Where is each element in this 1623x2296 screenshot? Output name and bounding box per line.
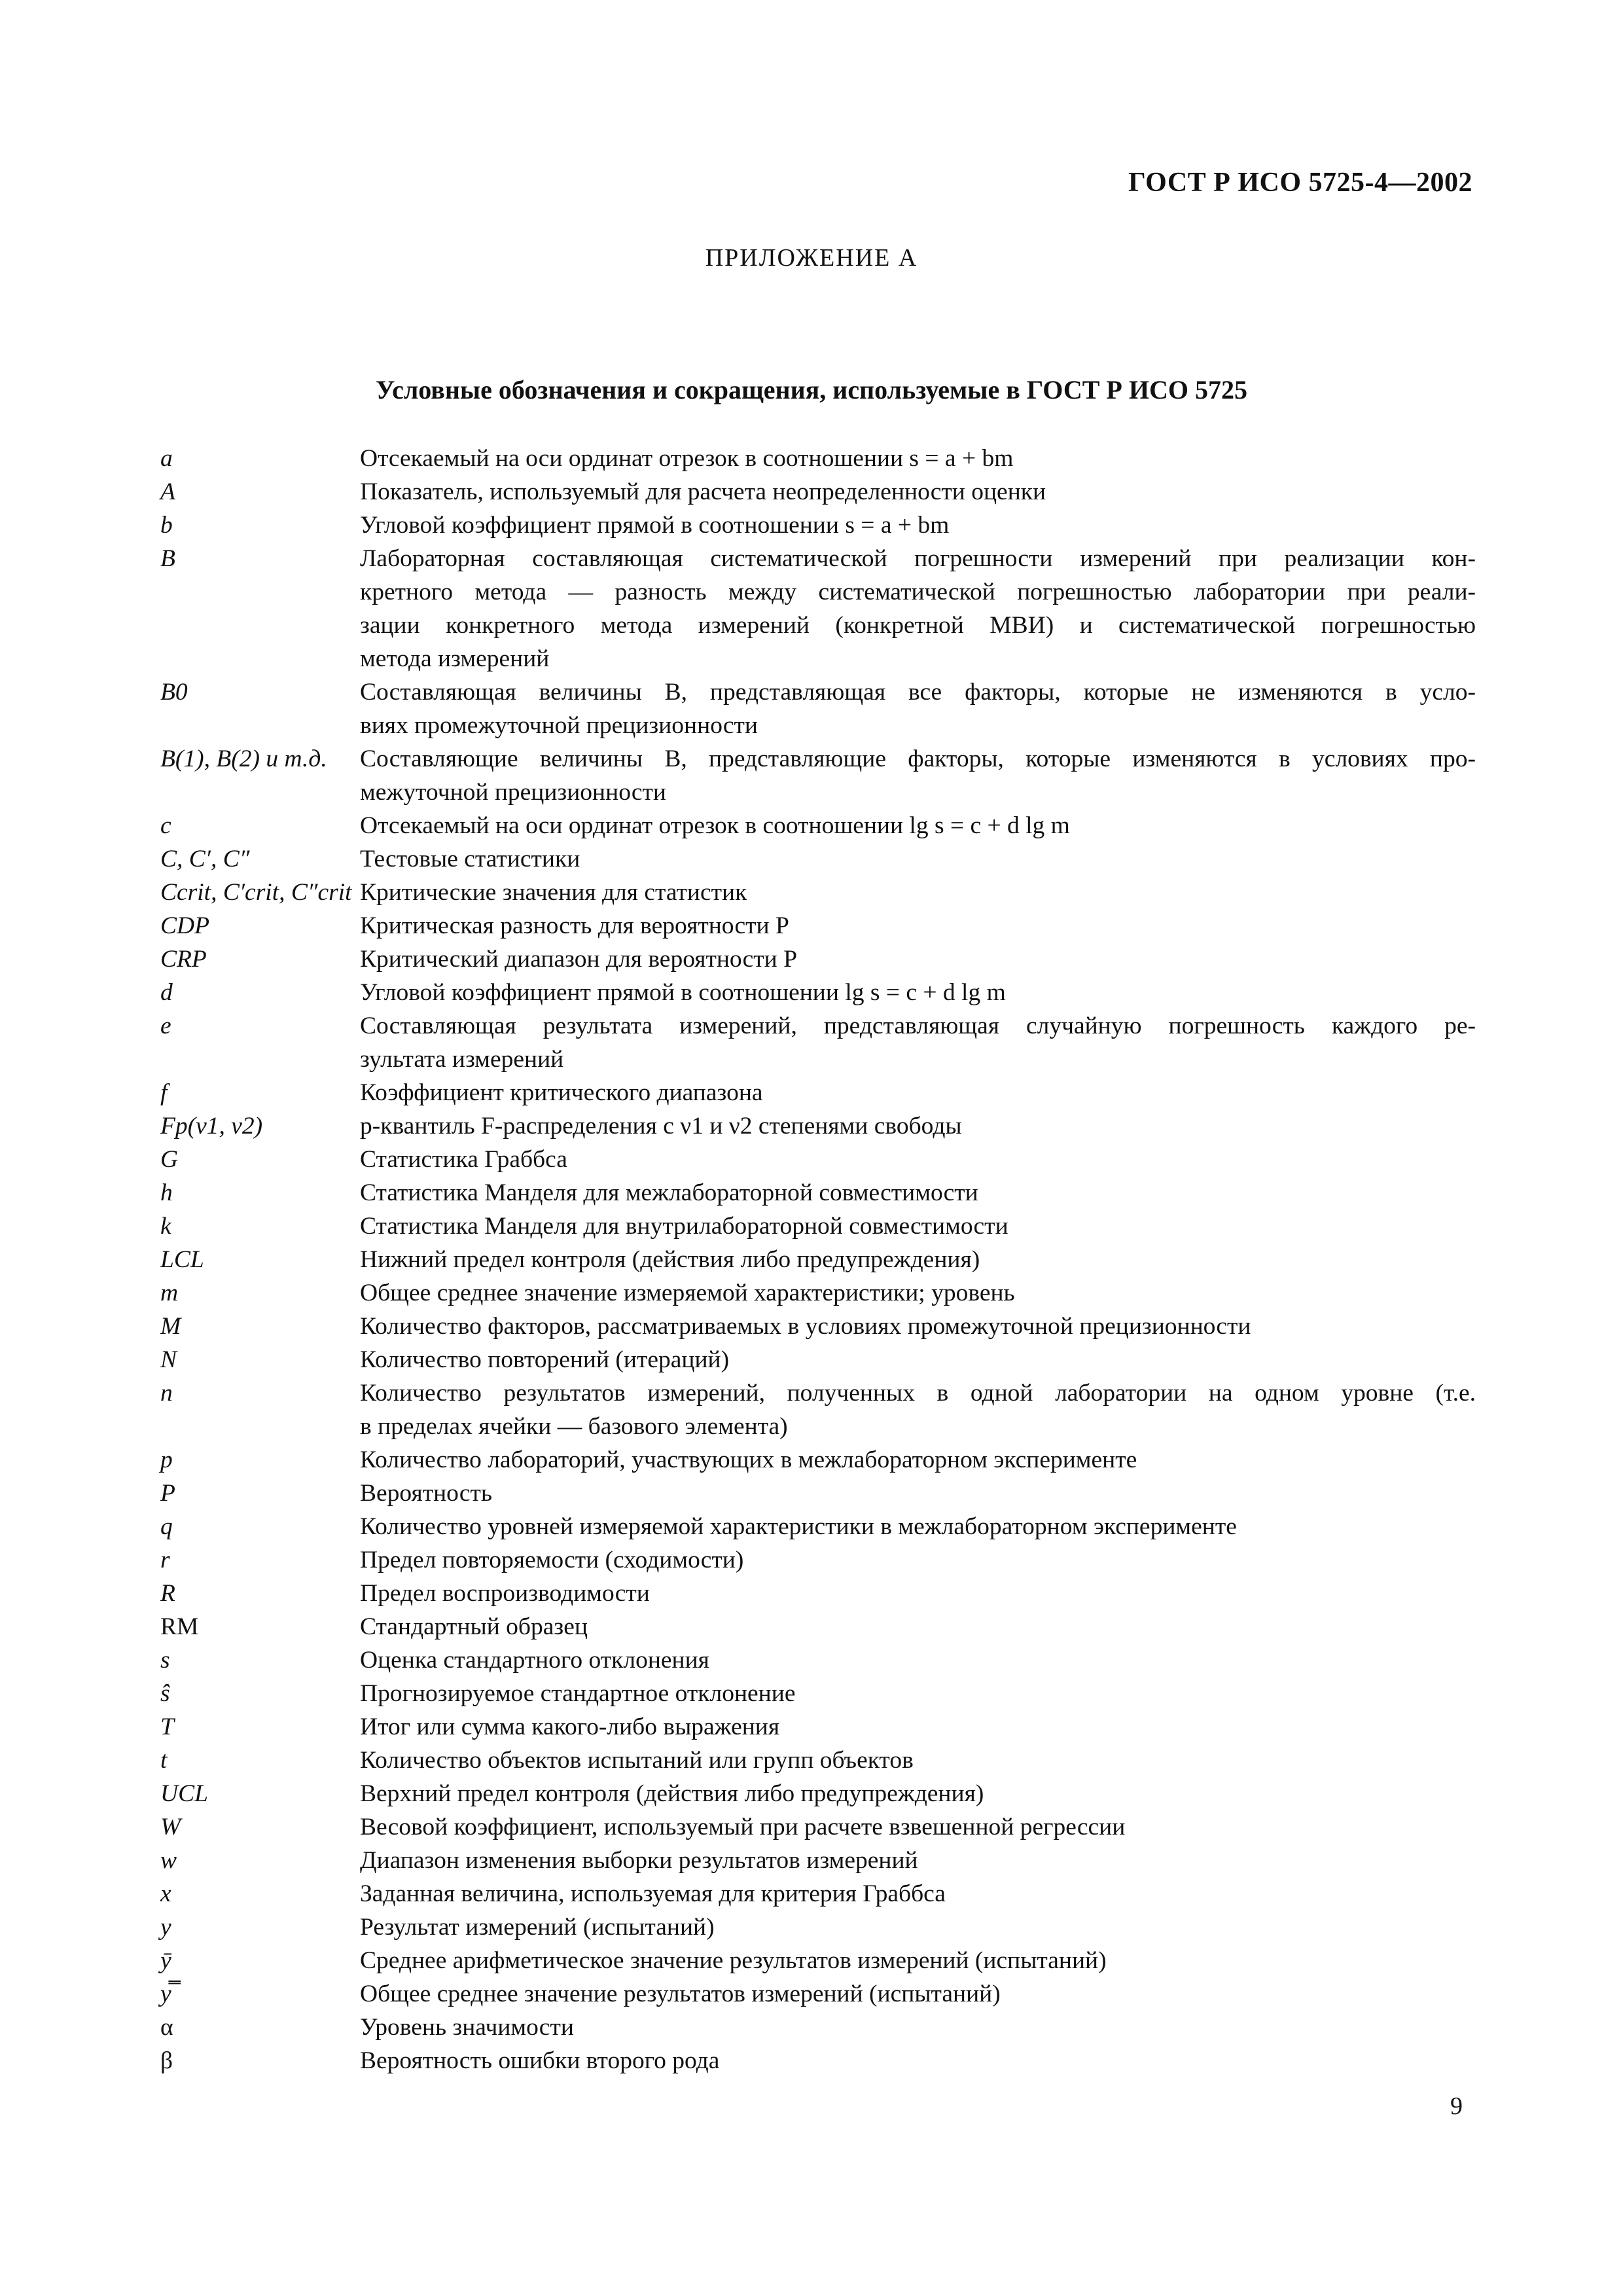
definition-row [160,1477,1476,1510]
definition-line: Уровень значимости [360,2014,574,2041]
definition-row [160,1376,1476,1443]
definition-symbol: α [160,2014,173,2041]
definition-symbol: b [160,512,173,539]
definition-symbol: p [160,1446,173,1473]
definition-line: межуточной прецизионности [360,779,666,806]
definition-text [360,809,1476,842]
definition-row [160,842,1476,876]
definition-text [360,1510,1476,1543]
definition-text [360,1877,1476,1910]
definition-text [360,842,1476,876]
definition-symbol: r [160,1547,170,1573]
definition-row [160,509,1476,542]
definition-line: Весовой коэффициент, используемый при расчете взвешенной регрессии [360,1814,1126,1840]
definition-line: Диапазон изменения выборки результатов измерений [360,1847,918,1874]
section-title: Условные обозначения и сокращения, используемые в ГОСТ Р ИСО 5725 [376,375,1247,404]
definition-symbol: ȳ [160,1947,171,1974]
definition-text [360,976,1476,1009]
definition-text [360,1477,1476,1510]
definition-symbol: A [160,478,175,505]
definition-line: Количество уровней измеряемой характеристики в межлабораторном эксперименте [360,1513,1237,1540]
definition-row [160,542,1476,675]
definition-row [160,1009,1476,1076]
definition-symbol: W [160,1814,181,1840]
definition-line: Нижний предел контроля (действия либо предупреждения) [360,1246,980,1273]
definition-line: виях промежуточной прецизионности [360,712,758,739]
definition-line: метода измерений [360,645,550,672]
definition-text [360,1443,1476,1477]
definition-text [360,1710,1476,1744]
definition-row [160,1176,1476,1210]
definition-symbol: B(1), B(2) и т.д. [160,745,327,772]
definition-line: Количество лабораторий, участвующих в межлабораторном эксперименте [360,1446,1137,1473]
definition-line: Результат измерений (испытаний) [360,1914,715,1941]
definition-text [360,1810,1476,1844]
definition-symbol: n [160,1380,173,1407]
definition-row [160,1343,1476,1376]
definition-row [160,1143,1476,1176]
definition-text [360,1109,1476,1143]
definition-line: кретного метода — разность между систематической погрешностью лаборатории при реали- [360,579,1476,605]
definition-symbol: Fp(ν1, ν2) [160,1113,263,1139]
definition-text [360,1744,1476,1777]
definition-text [360,675,1476,742]
definition-line: Общее среднее значение измеряемой характеристики; уровень [360,1280,1015,1306]
definition-line: Составляющая величины B, представляющая все факторы, которые не изменяются в усло- [360,679,1476,706]
definition-row [160,1510,1476,1543]
definition-text [360,1977,1476,2011]
definition-symbol: f [160,1079,168,1106]
definition-line: Количество объектов испытаний или групп объектов [360,1747,914,1774]
definition-symbol: P [160,1480,175,1507]
definition-row [160,1243,1476,1276]
definition-text [360,909,1476,942]
definition-symbol: N [160,1346,177,1373]
definition-line: Лабораторная составляющая систематической погрешности измерений при реализации кон- [360,545,1476,572]
definition-symbol: c [160,812,171,839]
definition-line: Статистика Манделя для межлабораторной совместимости [360,1179,978,1206]
definition-row [160,1577,1476,1610]
definition-symbol: R [160,1580,175,1607]
definition-text [360,876,1476,909]
definition-line: Отсекаемый на оси ординат отрезок в соотношении s = a + bm [360,445,1014,472]
definition-row [160,1710,1476,1744]
definition-line: Среднее арифметическое значение результатов измерений (испытаний) [360,1947,1107,1974]
definition-symbol: ŝ [160,1680,170,1707]
definition-line: зации конкретного метода измерений (конкретной МВИ) и систематической погрешностью [360,612,1476,639]
definition-text [360,509,1476,542]
definition-symbol: Ccrit, C′crit, C″crit [160,879,352,906]
definition-row [160,1810,1476,1844]
definition-text [360,1009,1476,1076]
definition-row [160,1276,1476,1310]
definition-symbol: y̿ [160,1981,171,2007]
definition-line: Критические значения для статистик [360,879,747,906]
definition-text [360,2044,1476,2077]
definition-line: Вероятность ошибки второго рода [360,2047,720,2074]
definition-symbol: β [160,2047,173,2074]
definition-text [360,442,1476,475]
definition-symbol: C, C′, C″ [160,846,250,872]
definition-row [160,1543,1476,1577]
definition-text [360,742,1476,809]
definition-text [360,1076,1476,1109]
definition-text [360,1844,1476,1877]
definition-symbol: t [160,1747,168,1774]
definition-line: Составляющая результата измерений, представляющая случайную погрешность каждого ре- [360,1013,1476,1039]
definition-symbol: y [160,1914,171,1941]
definition-text [360,1343,1476,1376]
definition-line: Вероятность [360,1480,492,1507]
definition-line: Количество факторов, рассматриваемых в условиях промежуточной прецизионности [360,1313,1251,1340]
definition-symbol: CDP [160,912,209,939]
definition-line: Оценка стандартного отклонения [360,1647,709,1674]
definition-line: Предел воспроизводимости [360,1580,650,1607]
definition-text [360,1677,1476,1710]
appendix-label: ПРИЛОЖЕНИЕ А [705,244,918,272]
definition-row [160,1977,1476,2011]
definition-line: Стандартный образец [360,1613,588,1640]
definition-symbol: d [160,979,173,1006]
definition-text [360,1543,1476,1577]
definition-text [360,1143,1476,1176]
definition-symbol: T [160,1713,174,1740]
definition-text [360,1243,1476,1276]
definition-symbol: B0 [160,679,188,706]
definition-row [160,2011,1476,2044]
definition-row [160,1610,1476,1643]
definition-row [160,475,1476,509]
definition-row [160,742,1476,809]
definition-row [160,909,1476,942]
definition-text [360,1310,1476,1343]
definition-row [160,1944,1476,1977]
definition-line: Угловой коэффициент прямой в соотношении s = a + bm [360,512,950,539]
definition-symbol: w [160,1847,177,1874]
definition-row [160,2044,1476,2077]
definition-line: Угловой коэффициент прямой в соотношении lg s = c + d lg m [360,979,1006,1006]
definition-text [360,1944,1476,1977]
definition-row [160,1844,1476,1877]
definition-row [160,809,1476,842]
definition-line: Общее среднее значение результатов измерений (испытаний) [360,1981,1001,2007]
definition-text [360,942,1476,976]
definition-symbol: x [160,1880,171,1907]
definition-line: Тестовые статистики [360,846,580,872]
definition-symbol: m [160,1280,179,1306]
definition-row [160,1310,1476,1343]
page-number: 9 [1450,2092,1463,2120]
definition-row [160,976,1476,1009]
definition-line: Отсекаемый на оси ординат отрезок в соотношении lg s = c + d lg m [360,812,1070,839]
definition-line: p-квантиль F-распределения с ν1 и ν2 степенями свободы [360,1113,962,1139]
definition-text [360,2011,1476,2044]
definition-row [160,1777,1476,1810]
document-code: ГОСТ Р ИСО 5725-4—2002 [1128,168,1472,198]
definition-symbol: M [160,1313,181,1340]
definition-symbol: RM [160,1613,199,1640]
definition-line: Итог или сумма какого-либо выражения [360,1713,780,1740]
definition-symbol: G [160,1146,179,1173]
definition-row [160,442,1476,475]
definition-row [160,1910,1476,1944]
definition-line: Заданная величина, используемая для критерия Граббса [360,1880,946,1907]
definition-row [160,1076,1476,1109]
definition-symbol: CRP [160,946,207,973]
definition-row [160,675,1476,742]
definition-row [160,1744,1476,1777]
definition-row [160,1443,1476,1477]
definition-line: Верхний предел контроля (действия либо предупреждения) [360,1780,984,1807]
definition-text [360,542,1476,675]
definition-text [360,475,1476,509]
definition-line: Статистика Граббса [360,1146,567,1173]
definition-text [360,1577,1476,1610]
definition-line: Составляющие величины B, представляющие факторы, которые изменяются в условиях про- [360,745,1476,772]
definition-symbol: h [160,1179,173,1206]
definition-line: Количество результатов измерений, полученных в одной лаборатории на одном уровне (т.е. [360,1380,1476,1407]
definition-symbol: LCL [160,1246,204,1273]
definition-row [160,876,1476,909]
definition-line: Показатель, используемый для расчета неопределенности оценки [360,478,1046,505]
definition-line: Критическая разность для вероятности P [360,912,789,939]
definition-row [160,1677,1476,1710]
definition-text [360,1276,1476,1310]
definitions-list [160,442,1476,2077]
definition-symbol: e [160,1013,171,1039]
definition-symbol: k [160,1213,171,1240]
definition-text [360,1643,1476,1677]
definition-text [360,1210,1476,1243]
definition-text [360,1376,1476,1443]
definition-row [160,1877,1476,1910]
definition-symbol: B [160,545,175,572]
definition-line: в пределах ячейки — базового элемента) [360,1413,788,1440]
definition-text [360,1777,1476,1810]
definition-symbol: a [160,445,173,472]
definition-text [360,1610,1476,1643]
definition-text [360,1910,1476,1944]
definition-text [360,1176,1476,1210]
definition-symbol: q [160,1513,173,1540]
definition-row [160,942,1476,976]
definition-line: Предел повторяемости (сходимости) [360,1547,744,1573]
definition-line: Прогнозируемое стандартное отклонение [360,1680,796,1707]
definition-symbol: s [160,1647,170,1674]
definition-row [160,1643,1476,1677]
definition-row [160,1109,1476,1143]
definition-symbol: UCL [160,1780,208,1807]
definition-line: Критический диапазон для вероятности P [360,946,797,973]
definition-line: Коэффициент критического диапазона [360,1079,763,1106]
definition-line: Количество повторений (итераций) [360,1346,730,1373]
definition-line: зультата измерений [360,1046,564,1073]
definition-line: Статистика Манделя для внутрилабораторной совместимости [360,1213,1008,1240]
definition-row [160,1210,1476,1243]
